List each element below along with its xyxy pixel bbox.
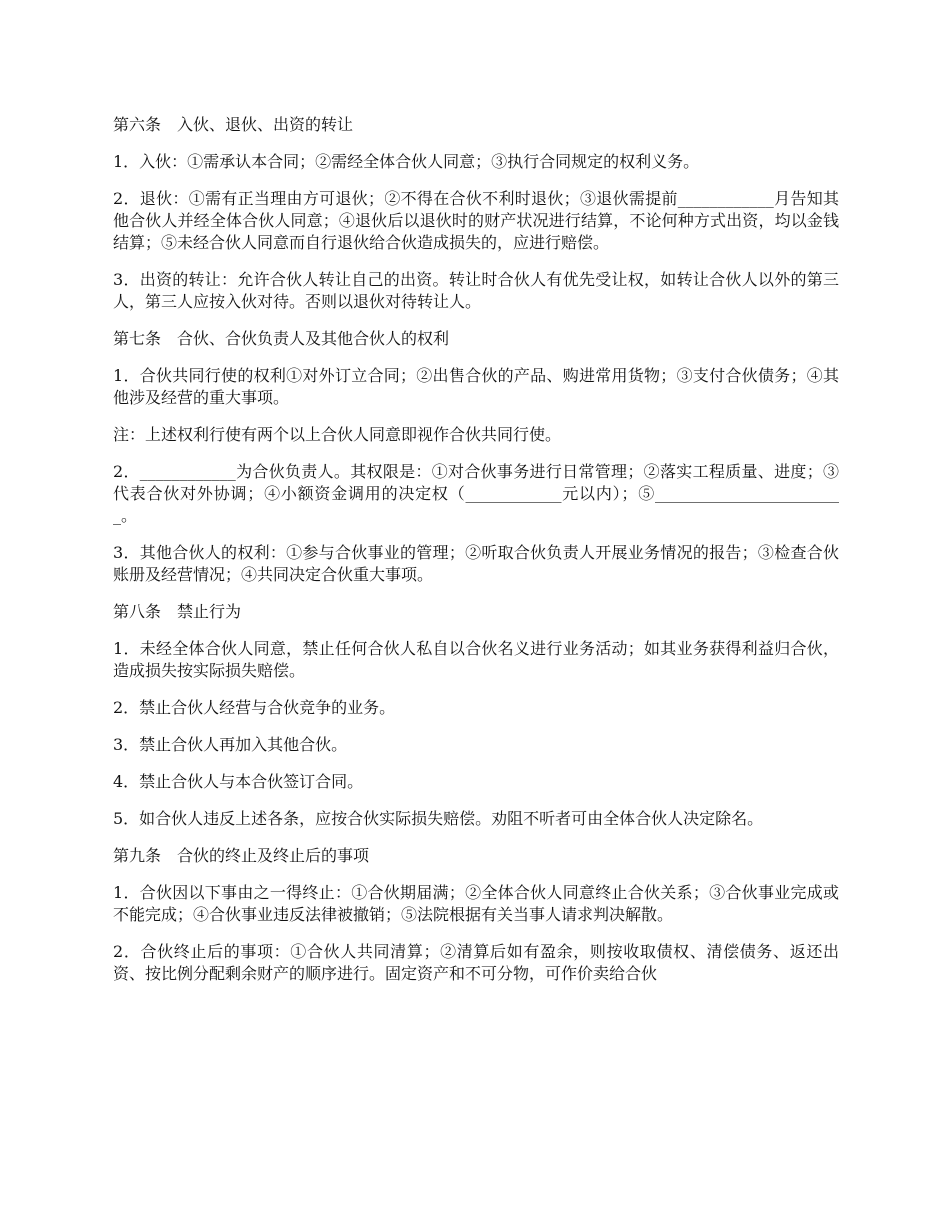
article-title: 合伙的终止及终止后的事项 <box>177 846 370 865</box>
article-7-clause-3: 3．其他合伙人的权利：①参与合伙事业的管理；②听取合伙负责人开展业务情况的报告；③检查合伙账册及经营情况；④共同决定合伙重大事项。 <box>113 543 839 584</box>
article-number: 第九条 <box>113 846 162 865</box>
article-8-heading <box>113 601 839 623</box>
article-9-heading <box>113 845 839 867</box>
article-8-clause-1: 1．未经全体合伙人同意，禁止任何合伙人私自以合伙名义进行业务活动；如其业务获得利益归合伙，造成损失按实际损失赔偿。 <box>113 639 839 680</box>
article-9-clause-2: 2．合伙终止后的事项：①合伙人共同清算；②清算后如有盈余，则按收取债权、清偿债务、返还出资、按比例分配剩余财产的顺序进行。固定资产和不可分物，可作价卖给合伙 <box>113 942 839 983</box>
document-body <box>113 114 839 1000</box>
article-8-clause-4: 4．禁止合伙人与本合伙签订合同。 <box>113 772 364 791</box>
article-6-heading <box>113 114 839 136</box>
article-7-clause-1: 1．合伙共同行使的权利①对外订立合同；②出售合伙的产品、购进常用货物；③支付合伙债务；④其他涉及经营的重大事项。 <box>113 366 839 407</box>
article-6-clause-2: 2．退伙：①需有正当理由方可退伙；②不得在合伙不利时退伙；③退伙需提前____________月告知其他合伙人并经全体合伙人同意；④退伙后以退伙时的财产状况进行结算，不论何种方式出资，均以金钱结算；⑤未经合伙人同意而自行退伙给合伙造成损失的，应进行赔偿。 <box>113 189 839 252</box>
article-8-clause-5: 5．如合伙人违反上述各条，应按合伙实际损失赔偿。劝阻不听者可由全体合伙人决定除名。 <box>113 809 764 828</box>
article-title: 合伙、合伙负责人及其他合伙人的权利 <box>177 329 450 348</box>
article-7-note: 注：上述权利行使有两个以上合伙人同意即视作合伙共同行使。 <box>113 425 562 444</box>
article-7-clause-2: 2．____________为合伙负责人。其权限是：①对合伙事务进行日常管理；②落实工程质量、进度；③代表合伙对外协调；④小额资金调用的决定权（____________元以内）；⑤________________________。 <box>113 462 839 525</box>
article-8-clause-2: 2．禁止合伙人经营与合伙竞争的业务。 <box>113 698 396 717</box>
article-title: 入伙、退伙、出资的转让 <box>177 115 354 134</box>
article-6-clause-3: 3．出资的转让：允许合伙人转让自己的出资。转让时合伙人有优先受让权，如转让合伙人以外的第三人，第三人应按入伙对待。否则以退伙对待转让人。 <box>113 270 839 311</box>
article-6-clause-1: 1．入伙：①需承认本合同；②需经全体合伙人同意；③执行合同规定的权利义务。 <box>113 152 700 171</box>
article-number: 第六条 <box>113 115 162 134</box>
article-7-heading <box>113 328 839 350</box>
article-title: 禁止行为 <box>177 602 242 621</box>
article-9-clause-1: 1．合伙因以下事由之一得终止：①合伙期届满；②全体合伙人同意终止合伙关系；③合伙事业完成或不能完成；④合伙事业违反法律被撤销；⑤法院根据有关当事人请求判决解散。 <box>113 883 839 924</box>
article-number: 第七条 <box>113 329 162 348</box>
article-8-clause-3: 3．禁止合伙人再加入其他合伙。 <box>113 735 348 754</box>
article-number: 第八条 <box>113 602 162 621</box>
